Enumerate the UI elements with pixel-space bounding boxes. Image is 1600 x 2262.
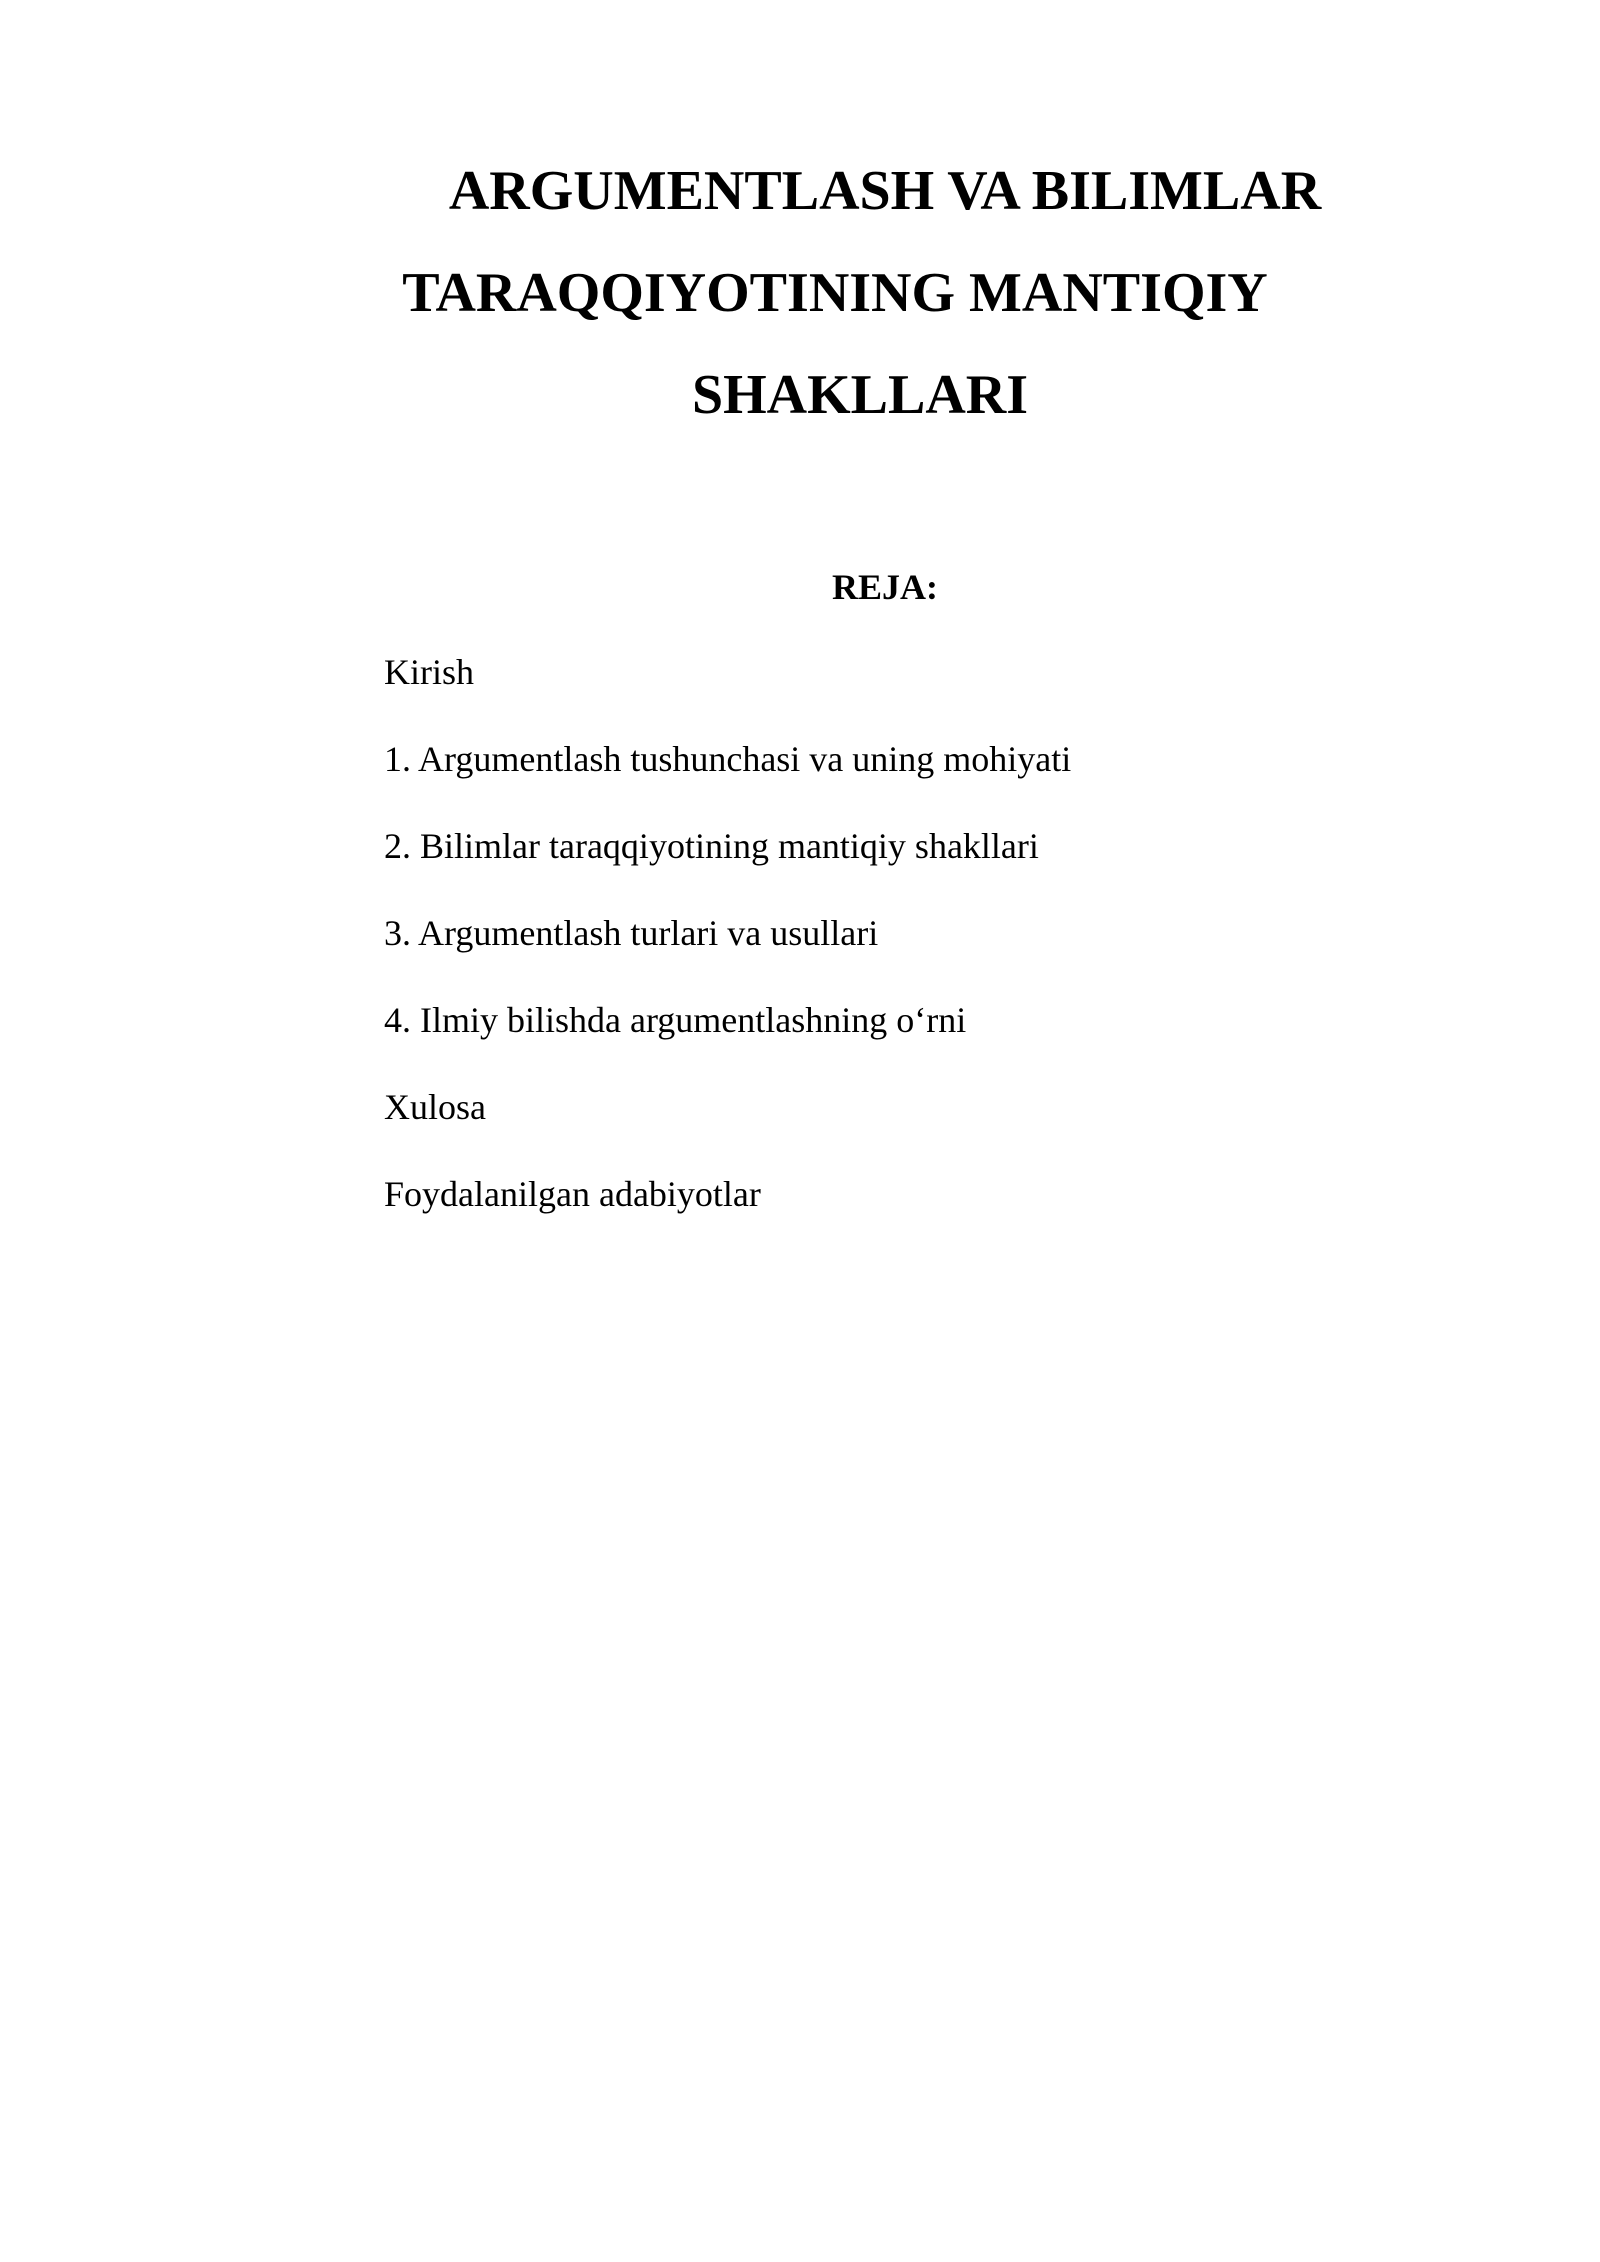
title-line: SHAKLLARI xyxy=(691,364,1029,426)
plan-list xyxy=(384,650,1071,1259)
plan-item-3: 3. Argumentlash turlari va usullari xyxy=(384,913,879,953)
title-line: ARGUMENTLASH VA BILIMLAR xyxy=(448,160,1322,222)
plan-item-introduction: Kirish xyxy=(384,652,474,692)
plan-item-4: 4. Ilmiy bilishda argumentlashning o‘rni xyxy=(384,1000,967,1040)
plan-item-2: 2. Bilimlar taraqqiyotining mantiqiy shakllari xyxy=(384,826,1039,866)
plan-item-1: 1. Argumentlash tushunchasi va uning mohiyati xyxy=(384,739,1072,779)
plan-heading: REJA: xyxy=(832,567,938,607)
title-line: TARAQQIYOTINING MANTIQIY xyxy=(402,262,1268,324)
plan-item-conclusion: Xulosa xyxy=(384,1087,486,1127)
plan-item-references: Foydalanilgan adabiyotlar xyxy=(384,1174,761,1214)
document-title xyxy=(380,140,1340,446)
